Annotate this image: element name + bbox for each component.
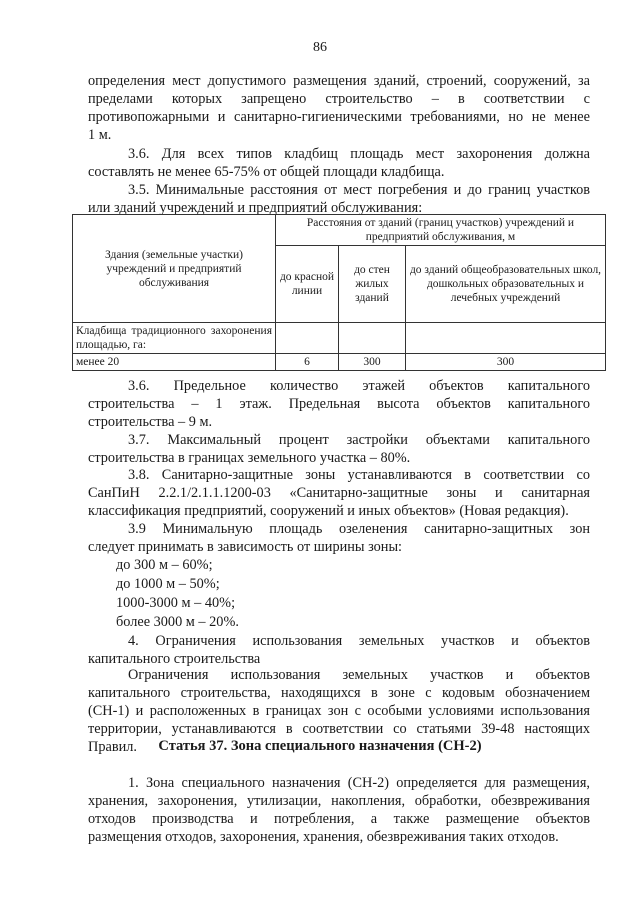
table-cell (406, 323, 606, 354)
page-number: 86 (313, 40, 327, 55)
table-cell-value: 300 (406, 354, 606, 371)
text-line: 3.6. Для всех типов кладбищ площадь мест захоронения должна (128, 146, 590, 162)
list-item: 1000-3000 м – 40%; (116, 595, 236, 611)
text-line: или зданий учреждений и предприятий обслуживания: (88, 200, 423, 216)
paragraph-3-5-min-distances (88, 181, 590, 217)
table-row (73, 354, 606, 371)
table-header-distances: Расстояния от зданий (границ участков) учреждений и предприятий обслуживания, м (276, 215, 606, 246)
text-line: хранения, захоронения, утилизации, накопления, обработки, обезвреживания (88, 793, 590, 809)
text-line: капитального строительства (88, 651, 261, 667)
text-line: 3.7. Максимальный процент застройки объектами капитального (128, 432, 590, 448)
text-line: 3.9 Минимальную площадь озеленения санитарно-защитных зон (128, 521, 590, 537)
distances-table (72, 214, 606, 371)
text-line: пределами которых запрещено строительство – в соответствии с (88, 91, 590, 107)
text-line: Правил. (88, 739, 137, 755)
table-header-buildings: Здания (земельные участки) учреждений и предприятий обслуживания (73, 215, 276, 323)
text-line: строительства – 9 м. (88, 414, 213, 430)
paragraph-3-6-floors (88, 377, 590, 431)
text-line: СанПиН 2.2.1/2.1.1.1200-03 «Санитарно-защитные зоны и санитарная (88, 485, 590, 501)
paragraph-3-9-greening (88, 520, 590, 556)
table-cell (339, 323, 406, 354)
table-cell-value: 300 (339, 354, 406, 371)
greening-list (88, 556, 590, 632)
text-line: 1. Зона специального назначения (СН-2) определяется для размещения, (128, 775, 590, 791)
table-cell-label: Кладбища традиционного захоронения площадью, га: (73, 323, 276, 354)
table-cell-value: 6 (276, 354, 339, 371)
table-cell (276, 323, 339, 354)
table-cell-label: менее 20 (73, 354, 276, 371)
table-subheader-residential: до стен жилых зданий (339, 246, 406, 323)
article-heading: Статья 37. Зона специального назначения (СН-2) (158, 738, 482, 754)
text-line: отходов производства и потребления, а также размещение объектов (88, 811, 590, 827)
paragraph-continuation (88, 72, 590, 144)
text-line: территории, устанавливаются в соответствии со статьями 39-48 настоящих (88, 721, 590, 737)
text-line: строительства в границах земельного участка – 80%. (88, 450, 411, 466)
paragraph-article-37-1 (88, 774, 590, 846)
text-line: (СН-1) и расположенных в границах зон с особыми условиями использования (88, 703, 590, 719)
list-item: более 3000 м – 20%. (116, 614, 239, 630)
list-item: до 1000 м – 50%; (116, 576, 220, 592)
text-line: 3.6. Предельное количество этажей объектов капитального (128, 378, 590, 394)
text-line: определения мест допустимого размещения зданий, строений, сооружений, за (88, 73, 590, 89)
paragraph-3-7-coverage (88, 431, 590, 467)
text-line: классификация предприятий, сооружений и иных объектов» (Новая редакция). (88, 503, 569, 519)
text-line: 3.5. Минимальные расстояния от мест погребения и до границ участков (128, 182, 590, 198)
text-line: 1 м. (88, 127, 112, 143)
table-subheader-schools: до зданий общеобразовательных школ, дошкольных образовательных и лечебных учреждений (406, 246, 606, 323)
text-line: противопожарными и санитарно-гигиеническими требованиями, но не менее (88, 109, 590, 125)
text-line: 3.8. Санитарно-защитные зоны устанавливаются в соответствии со (128, 467, 590, 483)
table-subheader-red-line: до красной линии (276, 246, 339, 323)
text-line: 4. Ограничения использования земельных участков и объектов (128, 633, 590, 649)
text-line: составлять не менее 65-75% от общей площади кладбища. (88, 164, 445, 180)
paragraph-3-6-cemetery-area (88, 145, 590, 181)
text-line: капитального строительства, находящихся в зоне с кодовым обозначением (88, 685, 590, 701)
table-header-row (73, 215, 606, 246)
text-line: Ограничения использования земельных участков и объектов (128, 667, 590, 683)
table-row (73, 323, 606, 354)
paragraph-4-restrictions (88, 632, 590, 668)
text-line: размещения отходов, захоронения, хранения, обезвреживания таких отходов. (88, 829, 559, 845)
paragraph-3-8-sanitary (88, 466, 590, 520)
list-item: до 300 м – 60%; (116, 557, 213, 573)
text-line: следует принимать в зависимость от ширины зоны: (88, 539, 403, 555)
text-line: строительства – 1 этаж. Предельная высота объектов капитального (88, 396, 590, 412)
